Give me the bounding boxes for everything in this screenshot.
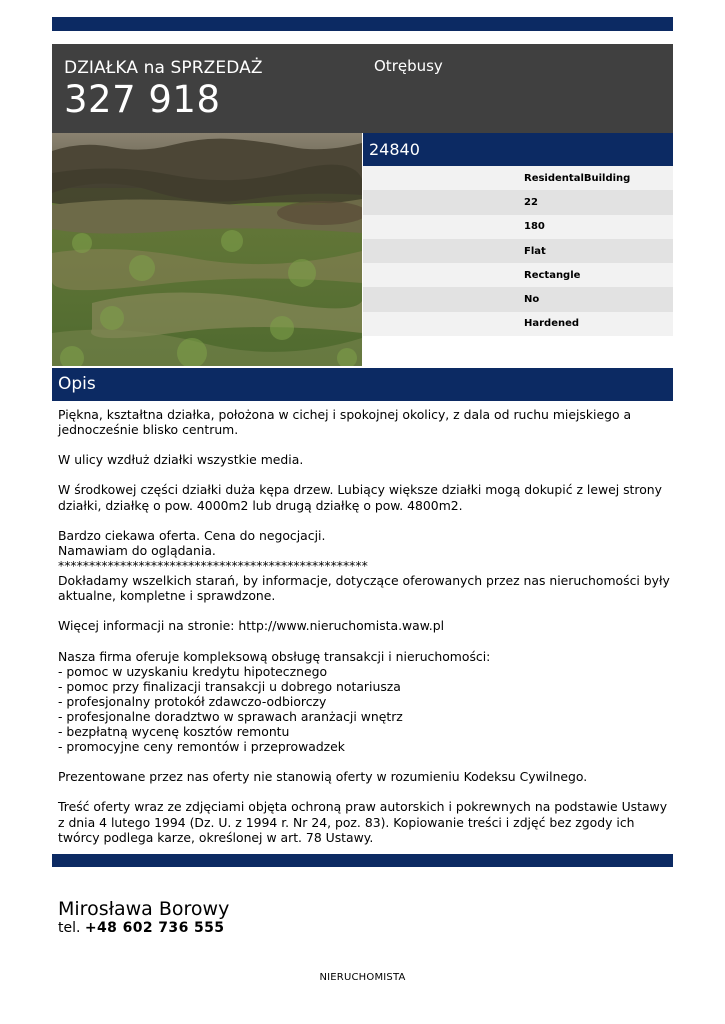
param-row: 22 xyxy=(363,190,673,214)
property-photo xyxy=(52,133,362,366)
description-heading: Opis xyxy=(52,368,673,401)
param-row: Rectangle xyxy=(363,263,673,287)
listing-location: Otrębusy xyxy=(374,57,443,75)
param-row: Flat xyxy=(363,239,673,263)
param-row: Hardened xyxy=(363,312,673,336)
phone-label: tel. xyxy=(58,920,81,936)
bottom-accent-bar xyxy=(52,854,673,867)
listing-id: 24840 xyxy=(363,133,673,166)
listing-header xyxy=(52,44,673,133)
agent-phone xyxy=(58,920,224,936)
footer-brand: NIERUCHOMISTA xyxy=(319,972,406,983)
param-row: ResidentalBuilding xyxy=(363,166,673,190)
param-row: 180 xyxy=(363,215,673,239)
param-row: No xyxy=(363,287,673,311)
agent-name: Mirosława Borowy xyxy=(58,898,230,920)
parameters-table xyxy=(363,166,673,336)
phone-number: +48 602 736 555 xyxy=(84,920,225,936)
description-text: Piękna, kształtna działka, położona w cichej i spokojnej okolicy, z dala od ruchu miejskiego a jednocześnie blisko centrum. W ulicy wzdłuż działki wszystkie media. W środkowej części działki duża kępa drzew. Lubiący większe działki mogą dokupić z lewej strony działki, działkę o pow. 4000m2 lub drugą działkę o pow. 4800m2. Bardzo ciekawa oferta. Cena do negocjacji. Namawiam do oglądania. ************************************************** Dokładamy wszelkich starań, by informacje, dotyczące oferowanych przez nas nieruchomości były aktualne, kompletne i sprawdzone. Więcej informacji na stronie: http://www.nieruchomista.waw.pl Nasza firma oferuje kompleksową obsługę transakcji i nieruchomości: - pomoc w uzyskaniu kredytu hipotecznego - pomoc przy finalizacji transakcji u dobrego notariusza - profesjonalny protokół zdawczo-odbiorczy - profesjonalne doradztwo w sprawach aranżacji wnętrz - bezpłatną wycenę kosztów remontu - promocyjne ceny remontów i przeprowadzek Prezentowane przez nas oferty nie stanowią oferty w rozumieniu Kodeksu Cywilnego. Treść oferty wraz ze zdjęciami objęta ochroną praw autorskich i pokrewnych na podstawie Ustawy z dnia 4 lutego 1994 (Dz. U. z 1994 r. Nr 24, poz. 83). Kopiowanie treści i zdjęć bez zgody ich twórcy podlega karze, określonej w art. 78 Ustawy. xyxy=(58,407,670,845)
listing-price: 327 918 xyxy=(64,78,221,121)
top-accent-bar xyxy=(52,17,673,31)
listing-type: DZIAŁKA na SPRZEDAŻ xyxy=(64,58,263,78)
